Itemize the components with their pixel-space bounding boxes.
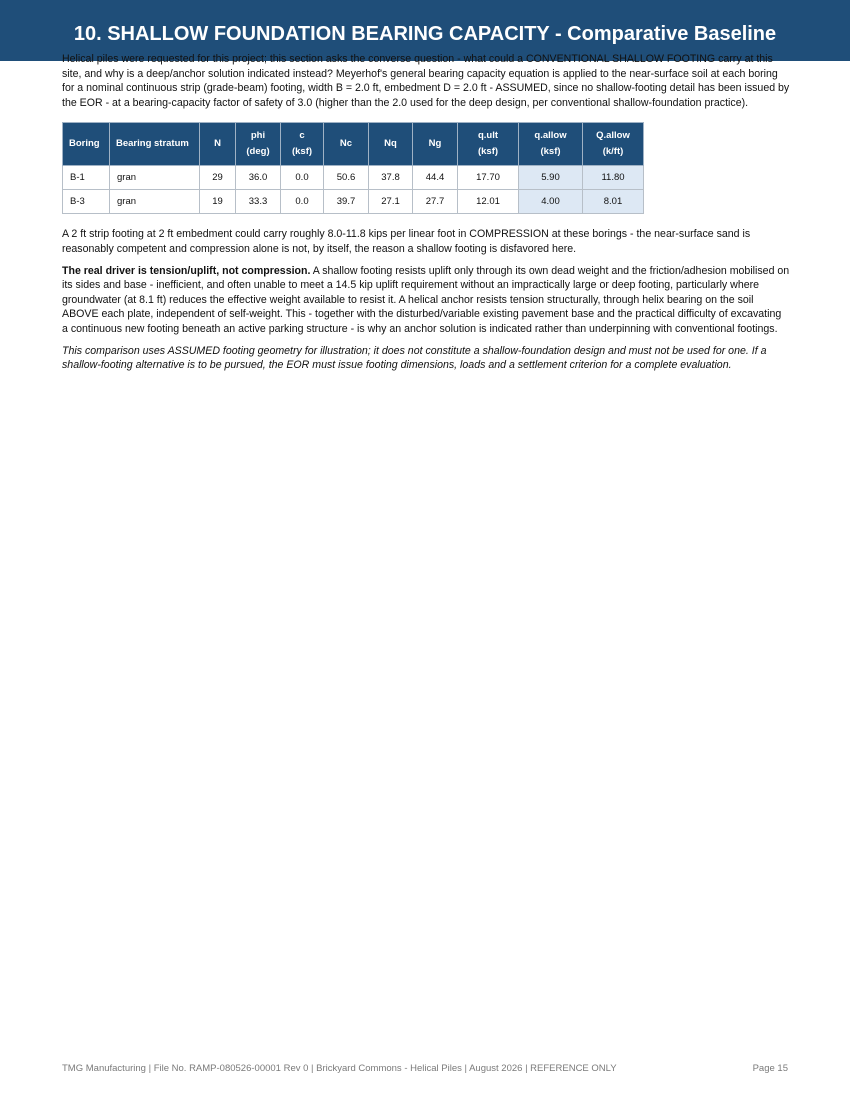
intro-paragraph: Helical piles were requested for this project; this section asks the converse question - what could a CONVENTIONAL SHALLOW FOOTING carry at this site, and why is a deep/anchor solution indicated instead? Meyerhof's general bearing capacity equation is applied to the near-surface soil at each boring for a nominal continuous strip (grade-beam) footing, width B = 2.0 ft, embedment D = 2.0 ft - ASSUMED, since no shallow-footing detail has been issued by the EOR - at a bearing-capacity factor of safety of 3.0 (higher than the 2.0 used for the deep design, per conventional shallow-foundation practice).: [62, 53, 790, 109]
compression-paragraph: A 2 ft strip footing at 2 ft embedment could carry roughly 8.0-11.8 kips per linear foot in COMPRESSION at these borings - the near-surface sand is reasonably competent and compression alone is not, by itself, the reason a shallow footing is disfavored here.: [62, 228, 751, 255]
page-footer: [62, 1063, 788, 1074]
cell-boring: B-1: [63, 166, 110, 190]
col-header-n: N: [200, 123, 236, 166]
col-header-phi: phi (deg): [236, 123, 281, 166]
cell-q-allow: 4.00: [519, 190, 583, 214]
col-header-boring: Boring: [63, 123, 110, 166]
section-body: [62, 52, 790, 373]
col-header-c: c (ksf): [281, 123, 324, 166]
cell-nc: 50.6: [324, 166, 369, 190]
col-header-q-allow: q.allow (ksf): [519, 123, 583, 166]
disclaimer-note: This comparison uses ASSUMED footing geometry for illustration; it does not constitute a shallow-foundation design and must not be used for one. If a shallow-footing alternative is to be pursued, the EOR must issue footing dimensions, loads and a settlement criterion for a complete evaluation.: [62, 344, 767, 372]
col-header-nc: Nc: [324, 123, 369, 166]
footer-text: TMG Manufacturing | File No. RAMP-080526-00001 Rev 0 | Brickyard Commons - Helical Piles | August 2026 | REFERENCE ONLY: [62, 1063, 617, 1074]
cell-ng: 27.7: [413, 190, 458, 214]
uplift-lead-in: The real driver is tension/uplift, not compression.: [62, 264, 311, 277]
col-header-ng: Ng: [413, 123, 458, 166]
bearing-capacity-table: [62, 122, 644, 214]
table-header-row: [63, 123, 644, 166]
cell-bearing-stratum: gran: [110, 190, 200, 214]
col-header-bearing-stratum: Bearing stratum: [110, 123, 200, 166]
cell-bearing-stratum: gran: [110, 166, 200, 190]
cell-n: 19: [200, 190, 236, 214]
cell-c: 0.0: [281, 190, 324, 214]
table-row: [63, 190, 644, 214]
cell-q-ult: 17.70: [458, 166, 519, 190]
cell-Q-allow: 11.80: [583, 166, 644, 190]
cell-nc: 39.7: [324, 190, 369, 214]
page-number: Page 15: [752, 1063, 788, 1074]
table-row: [63, 166, 644, 190]
cell-phi: 36.0: [236, 166, 281, 190]
cell-q-allow: 5.90: [519, 166, 583, 190]
cell-nq: 27.1: [369, 190, 413, 214]
cell-c: 0.0: [281, 166, 324, 190]
section-title: 10. SHALLOW FOUNDATION BEARING CAPACITY - Comparative Baseline: [0, 0, 850, 61]
col-header-Q-allow: Q.allow (k/ft): [583, 123, 644, 166]
cell-nq: 37.8: [369, 166, 413, 190]
col-header-q-ult: q.ult (ksf): [458, 123, 519, 166]
cell-n: 29: [200, 166, 236, 190]
cell-boring: B-3: [63, 190, 110, 214]
uplift-text: A shallow footing resists uplift only through its own dead weight and the friction/adhesion mobilised on its sides and base - inefficient, and often unable to meet a 14.5 kip uplift requirement without an impractically large or deep footing, particularly where groundwater (at 8.1 ft) reduces the effective weight available to resist it. A helical anchor resists tension structurally, through helix bearing on the soil ABOVE each plate, independent of self-weight. This - together with the disturbed/variable existing pavement base and the practical difficulty of excavating a continuous new footing beneath an active parking structure - is why an anchor solution is indicated rather than underpinning with conventional footings.: [62, 264, 790, 335]
uplift-paragraph: [62, 264, 790, 337]
cell-ng: 44.4: [413, 166, 458, 190]
cell-phi: 33.3: [236, 190, 281, 214]
col-header-nq: Nq: [369, 123, 413, 166]
cell-q-ult: 12.01: [458, 190, 519, 214]
cell-Q-allow: 8.01: [583, 190, 644, 214]
